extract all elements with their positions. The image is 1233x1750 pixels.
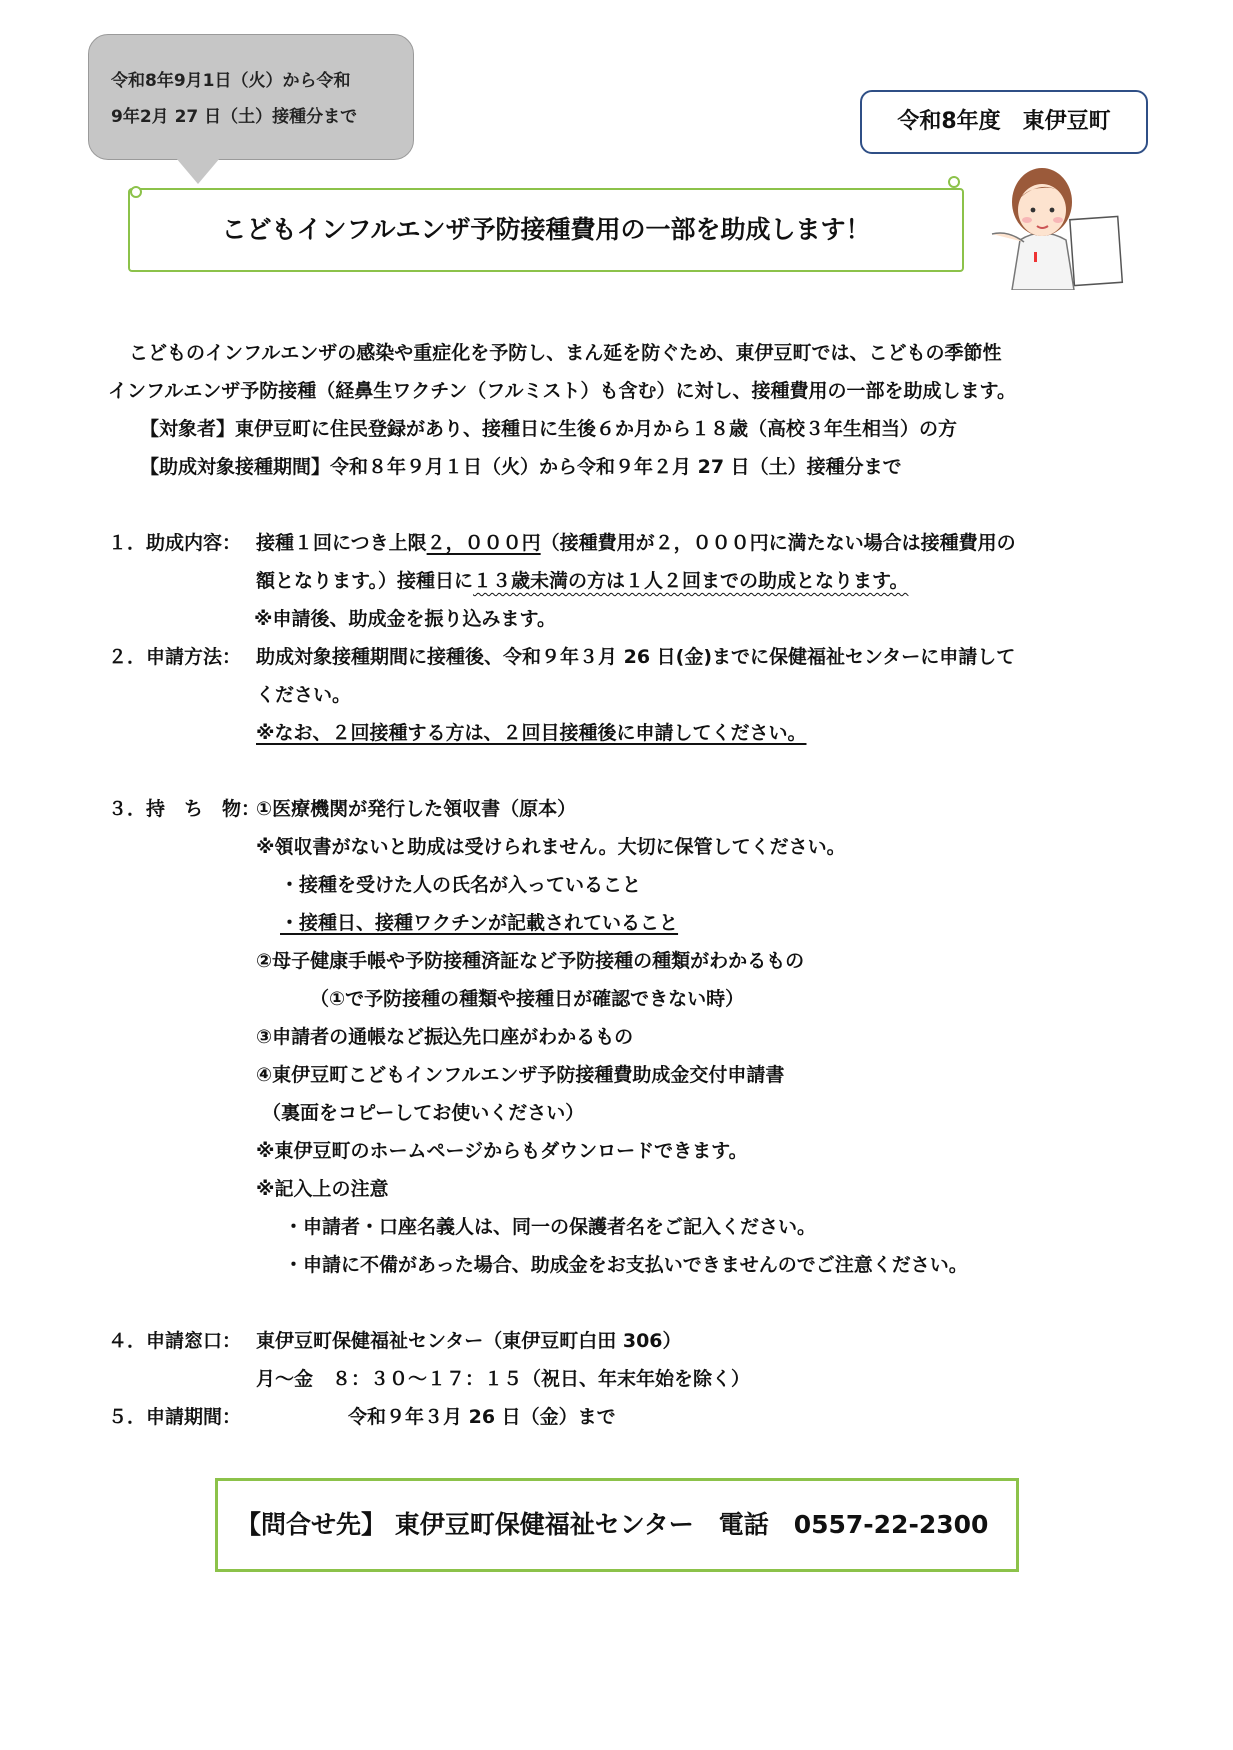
section-1-heading: １．助成内容： (108, 532, 242, 554)
section-3-caution-1: ・申請者・口座名義人は、同一の保護者名をご記入ください。 (284, 1216, 817, 1238)
section-1-d: １３歳未満の方は１人２回までの助成となります。 (472, 570, 909, 592)
section-5-deadline: 令和９年３月 26 日（金）まで (348, 1406, 616, 1428)
section-3-caution-2: ・申請に不備があった場合、助成金をお支払いできませんのでご注意ください。 (284, 1254, 968, 1276)
banner-scroll-left (130, 186, 142, 198)
section-1-line-1 (256, 524, 1016, 562)
section-4-hours: 月～金 ８：３０～１７：１５（祝日、年末年始を除く） (256, 1368, 751, 1390)
section-1-note: ※申請後、助成金を振り込みます。 (254, 608, 556, 630)
section-4-heading: ４．申請窓口： (108, 1330, 242, 1352)
contact-box (215, 1478, 1019, 1572)
section-1-line-2 (256, 562, 908, 600)
page-title: こどもインフルエンザ予防接種費用の一部を助成します！ (221, 215, 871, 244)
section-3-item-3: ③申請者の通帳など振込先口座がわかるもの (256, 1026, 634, 1048)
section-3-bullet-2: ・接種日、接種ワクチンが記載されていること (280, 912, 679, 934)
fiscal-year-badge: 令和8年度 東伊豆町 (860, 90, 1148, 154)
section-3-note-1: ※領収書がないと助成は受けられません。大切に保管してください。 (256, 836, 846, 858)
section-1-b: （接種費用が２，０００円に満たない場合は接種費用の (540, 532, 1016, 554)
callout-tail (176, 158, 220, 184)
period-callout (88, 34, 414, 160)
section-3-item-2-note: （①で予防接種の種類や接種日が確認できない時） (310, 988, 745, 1010)
section-3-heading: ３．持 ち 物： (108, 798, 261, 820)
callout-line-1: 令和8年9月1日（火）から令和 (111, 71, 351, 91)
section-3-item-1: ①医療機関が発行した領収書（原本） (256, 798, 577, 820)
nurse-illustration (982, 160, 1132, 290)
section-3-download-note: ※東伊豆町のホームページからもダウンロードできます。 (256, 1140, 748, 1162)
section-1-c: 額となります。）接種日に (256, 570, 473, 592)
section-3-caution-heading: ※記入上の注意 (256, 1178, 389, 1200)
period-line: 【助成対象接種期間】令和８年９月１日（火）から令和９年２月 27 日（土）接種分まで (140, 456, 902, 478)
section-2-note: ※なお、２回接種する方は、２回目接種後に申請してください。 (256, 722, 807, 744)
section-1-a: 接種１回につき上限 (256, 532, 427, 554)
section-5-heading: ５．申請期間： (108, 1406, 242, 1428)
intro-line-1: こどものインフルエンザの感染や重症化を予防し、まん延を防ぐため、東伊豆町では、こどもの季節性 (110, 342, 1002, 364)
banner-scroll-right (948, 176, 960, 188)
section-3-bullet-1: ・接種を受けた人の氏名が入っていること (280, 874, 642, 896)
intro-line-2: インフルエンザ予防接種（経鼻生ワクチン（フルミスト）も含む）に対し、接種費用の一部を助成します。 (108, 380, 1017, 402)
target-line: 【対象者】東伊豆町に住民登録があり、接種日に生後６か月から１８歳（高校３年生相当）の方 (140, 418, 958, 440)
section-2-heading: ２．申請方法： (108, 646, 242, 668)
section-3-item-4: ④東伊豆町こどもインフルエンザ予防接種費助成金交付申請書 (256, 1064, 785, 1086)
section-3-item-4-note: （裏面をコピーしてお使いください） (262, 1102, 585, 1124)
contact-text: 【問合せ先】 東伊豆町保健福祉センター 電話 0557-22-2300 (236, 1510, 989, 1539)
section-2-line-2: ください。 (256, 684, 352, 706)
title-banner (128, 188, 964, 272)
callout-line-2: 9年2月 27 日（土）接種分まで (111, 107, 358, 127)
section-1-amount: ２，０００円 (426, 532, 541, 554)
section-2-line-1: 助成対象接種期間に接種後、令和９年３月 26 日(金)までに保健福祉センターに申請して (256, 646, 1016, 668)
section-4-line-1: 東伊豆町保健福祉センター（東伊豆町白田 306） (256, 1330, 682, 1352)
section-3-item-2: ②母子健康手帳や予防接種済証など予防接種の種類がわかるもの (256, 950, 805, 972)
